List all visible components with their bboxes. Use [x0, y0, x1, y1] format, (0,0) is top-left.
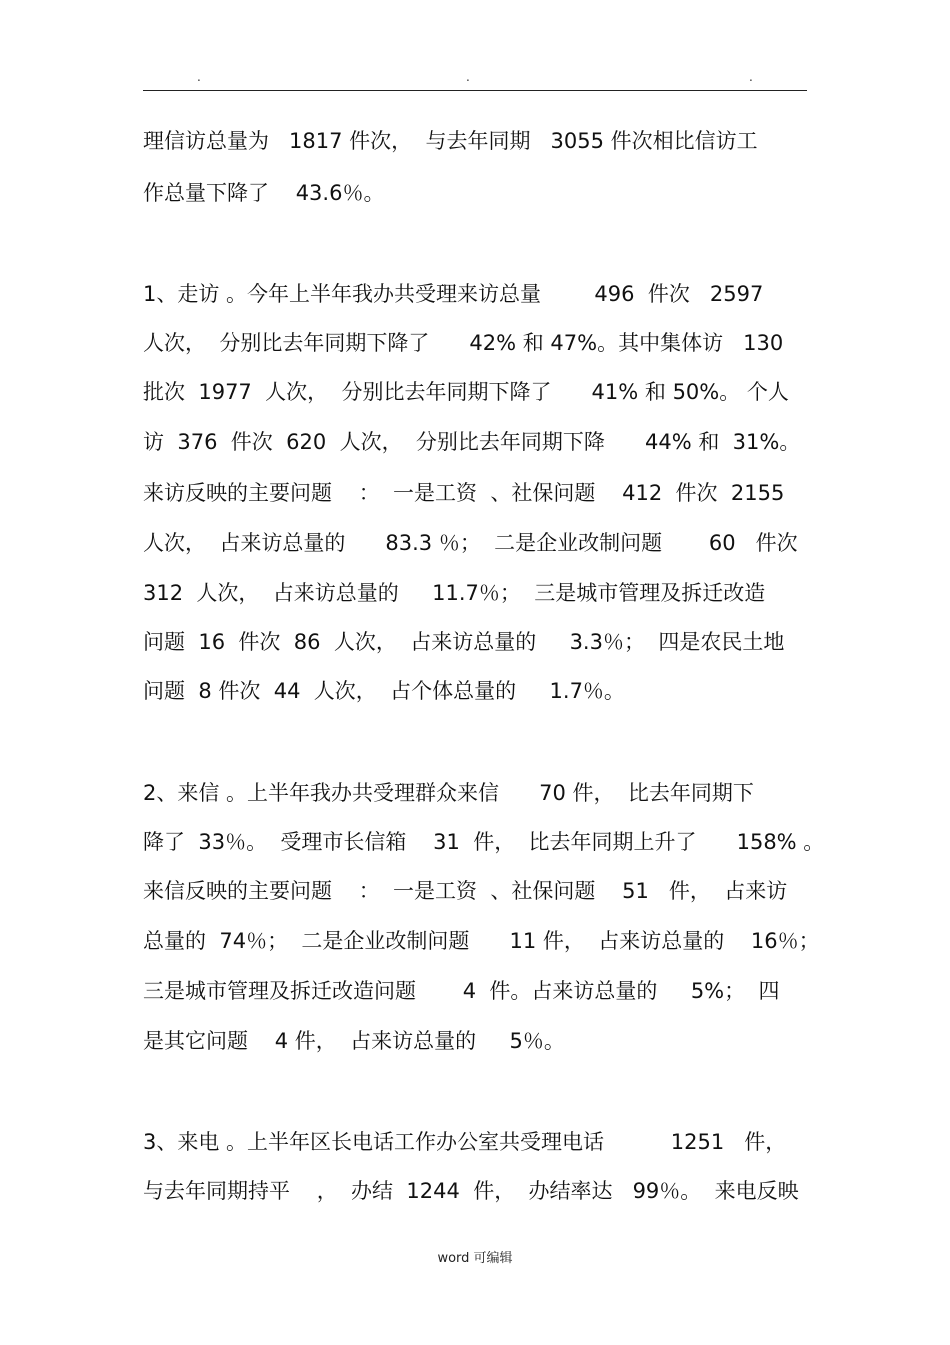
- text-line: 作总量下降了 43.6％。: [143, 181, 385, 205]
- text-line: 是其它问题 4 件， 占来访总量的 5％。: [143, 1029, 565, 1053]
- text-line: 人次， 分别比去年同期下降了 42% 和 47%。其中集体访 130: [143, 331, 784, 355]
- text-line: 312 人次， 占来访总量的 11.7％； 三是城市管理及拆迁改造: [143, 581, 766, 605]
- header-mark: .: [197, 70, 201, 84]
- header-mark: .: [466, 70, 470, 84]
- page-footer: word 可编辑: [437, 1251, 513, 1266]
- text-line: 理信访总量为 1817 件次， 与去年同期 3055 件次相比信访工: [143, 129, 758, 153]
- text-line: 批次 1977 人次， 分别比去年同期下降了 41% 和 50%。 个人: [143, 380, 789, 404]
- text-line: 降了 33％。 受理市长信箱 31 件， 比去年同期上升了 158% 。: [143, 830, 825, 854]
- text-line: 问题 16 件次 86 人次， 占来访总量的 3.3％； 四是农民土地: [143, 630, 785, 654]
- text-line: 访 376 件次 620 人次， 分别比去年同期下降 44% 和 31%。: [143, 430, 801, 454]
- text-line: 与去年同期持平 ， 办结 1244 件， 办结率达 99％。 来电反映: [143, 1179, 799, 1203]
- page-header-rule: [143, 70, 807, 91]
- text-line: 问题 8 件次 44 人次， 占个体总量的 1.7％。: [143, 679, 625, 703]
- text-line: 1、走访 。今年上半年我办共受理来访总量 496 件次 2597: [143, 282, 764, 306]
- text-line: 总量的 74％； 二是企业改制问题 11 件， 占来访总量的 16％；: [143, 929, 820, 953]
- text-line: 人次， 占来访总量的 83.3 ％； 二是企业改制问题 60 件次: [143, 531, 798, 555]
- text-line: 三是城市管理及拆迁改造问题 4 件。占来访总量的 5%； 四: [143, 979, 780, 1003]
- text-line: 2、来信 。上半年我办共受理群众来信 70 件， 比去年同期下: [143, 781, 754, 805]
- text-line: 3、来电 。上半年区长电话工作办公室共受理电话 1251 件，: [143, 1130, 787, 1154]
- text-line: 来信反映的主要问题 ： 一是工资 、社保问题 51 件， 占来访: [143, 879, 788, 903]
- text-line: 来访反映的主要问题 ： 一是工资 、社保问题 412 件次 2155: [143, 481, 785, 505]
- header-mark: .: [749, 70, 753, 84]
